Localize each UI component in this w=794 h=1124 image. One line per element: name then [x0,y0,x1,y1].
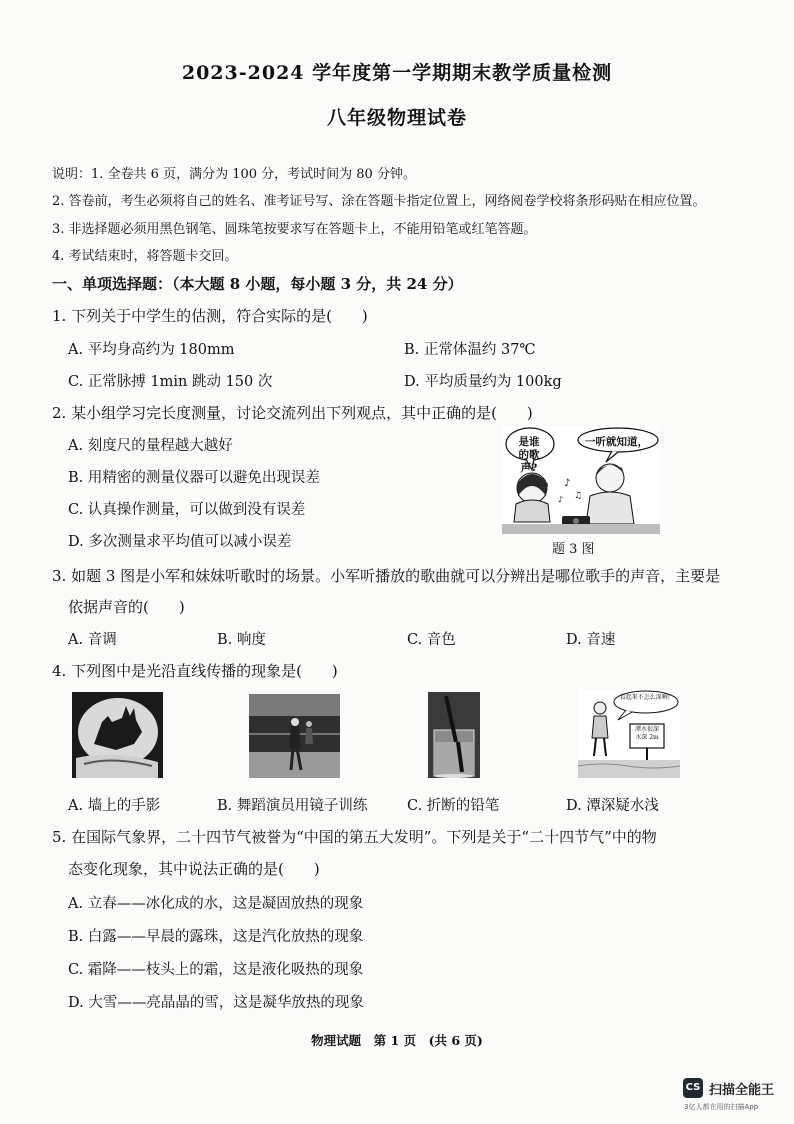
q5-stem-line-1: 5. 在国际气象界，二十四节气被誉为“中国的第五大发明”。下列是关于“二十四节气”中的物 [52,828,657,846]
q4-option-b: B. 舞蹈演员用镜子训练 [217,798,368,814]
q3-option-a: A. 音调 [68,632,117,648]
q2-option-d: D. 多次测量求平均值可以减小误差 [68,534,292,550]
q5-option-b: B. 白露——早晨的露珠，这是汽化放热的现象 [68,929,364,945]
svg-text:♫: ♫ [574,491,583,501]
q4-image-hand-shadow [72,692,163,778]
page-footer: 物理试题 第 1 页 (共 6 页) [311,1033,483,1048]
q3-stem-line-2: 依据声音的( ) [68,598,185,616]
q4-stem: 4. 下列图中是光沿直线传播的现象是( ) [52,662,338,680]
q4-sign-board-text: 潭水很深 水深 2m [634,726,659,741]
exam-subtitle: 八年级物理试卷 [326,107,467,129]
section-heading: 一、单项选择题：（本大题 8 小题，每小题 3 分，共 24 分） [52,275,463,293]
q2-option-a: A. 刻度尺的量程越大越好 [68,438,233,454]
q3-option-b: B. 响度 [217,632,266,648]
q4-image-dancer-mirror [249,694,340,778]
svg-text:♪: ♪ [558,495,564,504]
q5-option-a: A. 立春——冰化成的水，这是凝固放热的现象 [68,896,364,912]
note-4: 4. 考试结束时，将答题卡交回。 [52,249,238,264]
figure-3-bubble-right: 一听就知道， [585,436,648,448]
scanner-brand-name: 扫描全能王 [709,1083,775,1098]
q4-sign-bubble-text: 看起来不怎么深啊! [619,694,671,701]
q2-stem: 2. 某小组学习完长度测量，讨论交流列出下列观点，其中正确的是( ) [52,404,533,422]
q1-stem: 1. 下列关于中学生的估测，符合实际的是( ) [52,307,368,325]
q5-stem-line-2: 态变化现象，其中说法正确的是( ) [68,860,320,878]
q4-option-d: D. 潭深疑水浅 [566,798,659,814]
q3-option-d: D. 音速 [566,632,616,648]
note-3: 3. 非选择题必须用黑色钢笔、圆珠笔按要求写在答题卡上，不能用铅笔或红笔答题。 [52,222,537,237]
q4-image-deep-pool [578,690,680,778]
q1-option-b: B. 正常体温约 37℃ [404,342,536,358]
q2-option-b: B. 用精密的测量仪器可以避免出现误差 [68,470,320,486]
scanner-logo: CS [683,1078,703,1098]
q1-option-a: A. 平均身高约为 180mm [68,342,235,358]
q3-stem-line-1: 3. 如题 3 图是小军和妹妹听歌时的场景。小军听播放的歌曲就可以分辨出是哪位歌手的声音，主要是 [52,567,721,585]
q4-image-broken-pencil [428,692,480,778]
scanner-tagline: 3亿人都在用的扫描App [684,1103,759,1111]
note-1: 说明：1. 全卷共 6 页，满分为 100 分，考试时间为 80 分钟。 [52,167,416,182]
note-2: 2. 答卷前，考生必须将自己的姓名、准考证号写、涂在答题卡指定位置上，网络阅卷学校将条形码贴在相应位置。 [52,194,706,209]
figure-3-caption: 题 3 图 [552,542,595,557]
q1-option-c: C. 正常脉搏 1min 跳动 150 次 [68,374,273,390]
q2-option-c: C. 认真操作测量，可以做到没有误差 [68,502,306,518]
exam-title: 2023-2024 学年度第一学期期末教学质量检测 [181,62,613,84]
q3-option-c: C. 音色 [407,632,456,648]
q4-option-a: A. 墙上的手影 [68,798,161,814]
svg-text:♪: ♪ [564,478,571,489]
figure-3-bubble-left: 是谁的歌声? [518,436,540,474]
q4-option-c: C. 折断的铅笔 [407,798,500,814]
q5-option-d: D. 大雪——亮晶晶的雪，这是凝华放热的现象 [68,995,364,1011]
q1-option-d: D. 平均质量约为 100kg [404,374,562,390]
q5-option-c: C. 霜降——枝头上的霜，这是液化吸热的现象 [68,962,364,978]
